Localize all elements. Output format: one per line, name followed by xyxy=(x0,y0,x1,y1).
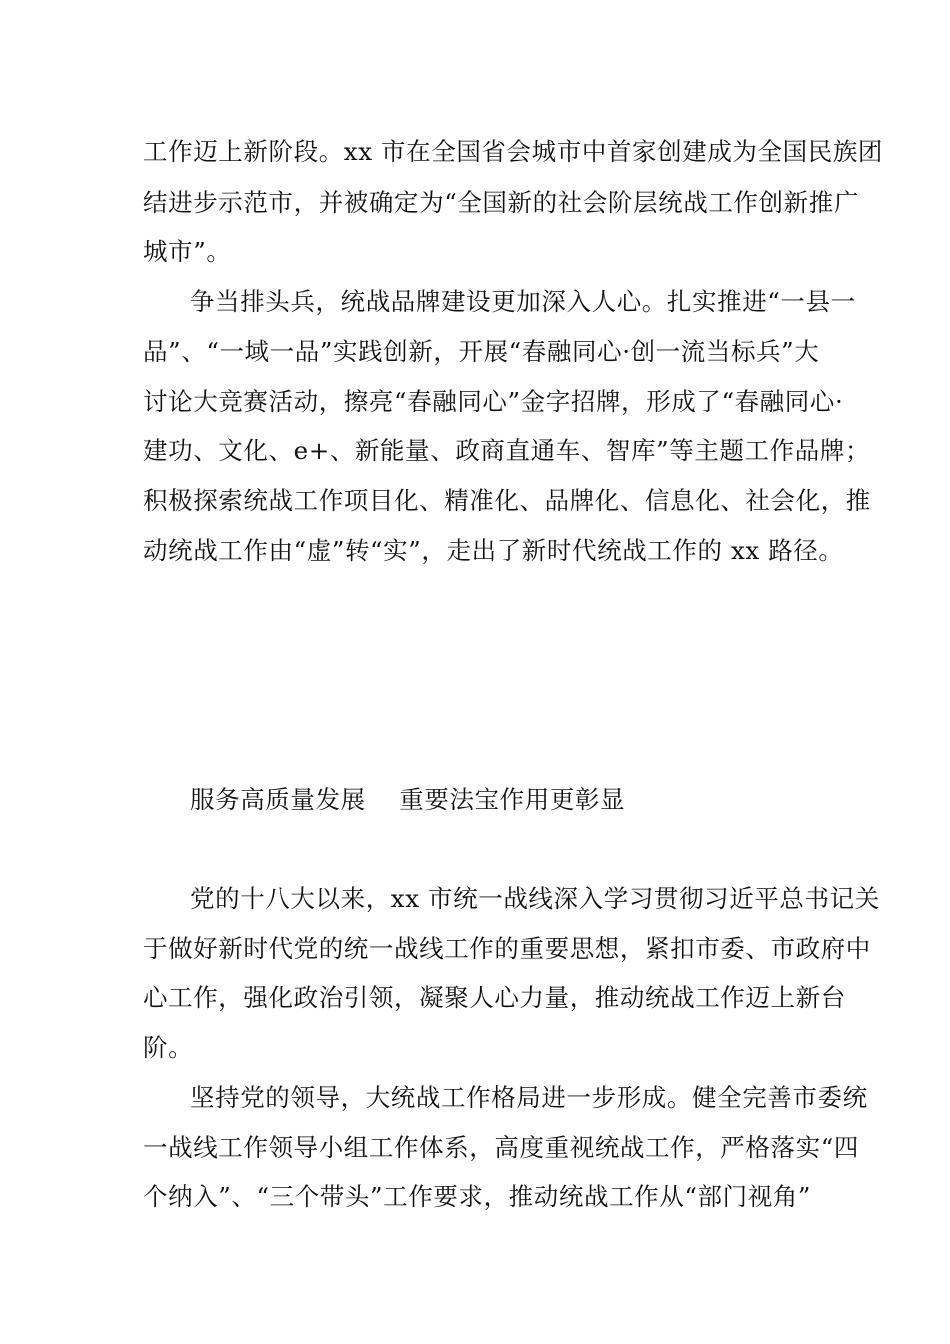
paragraph-3-line-4: 阶。 xyxy=(143,1033,194,1062)
paragraph-2-line-1: 争当排头兵，统战品牌建设更加深入人心。扎实推进“一县一 xyxy=(190,287,856,316)
paragraph-2-line-4: 建功、文化、e+、新能量、政商直通车、智库”等主题工作品牌； xyxy=(143,436,871,465)
paragraph-1-line-3: 城市”。 xyxy=(143,237,232,266)
paragraph-4-line-1: 坚持党的领导，大统战工作格局进一步形成。健全完善市委统 xyxy=(190,1083,868,1112)
section-heading: 服务高质量发展 重要法宝作用更彰显 xyxy=(190,785,626,814)
paragraph-4-line-2: 一战线工作领导小组工作体系，高度重视统战工作，严格落实“四 xyxy=(143,1133,859,1162)
paragraph-3-line-2: 于做好新时代党的统一战线工作的重要思想，紧扣市委、市政府中 xyxy=(143,934,871,963)
paragraph-2-line-3: 讨论大竞赛活动，擦亮“春融同心”金字招牌，形成了“春融同心· xyxy=(143,387,844,416)
paragraph-1-line-2: 结进步示范市，并被确定为“全国新的社会阶层统战工作创新推广 xyxy=(143,188,859,217)
paragraph-2-line-6: 动统战工作由“虚”转“实”，走出了新时代统战工作的 xx 路径。 xyxy=(143,536,844,565)
paragraph-2-line-5: 积极探索统战工作项目化、精准化、品牌化、信息化、社会化，推 xyxy=(143,486,871,515)
paragraph-1-line-1: 工作迈上新阶段。xx 市在全国省会城市中首家创建成为全国民族团 xyxy=(143,137,884,166)
paragraph-3-line-1: 党的十八大以来，xx 市统一战线深入学习贯彻习近平总书记关 xyxy=(190,884,880,913)
paragraph-3-line-3: 心工作，强化政治引领，凝聚人心力量，推动统战工作迈上新台 xyxy=(143,983,846,1012)
paragraph-2-line-2: 品”、“一域一品”实践创新，开展“春融同心·创一流当标兵”大 xyxy=(143,337,820,366)
paragraph-4-line-3: 个纳入”、“三个带头”工作要求，推动统战工作从“部门视角” xyxy=(143,1182,812,1211)
